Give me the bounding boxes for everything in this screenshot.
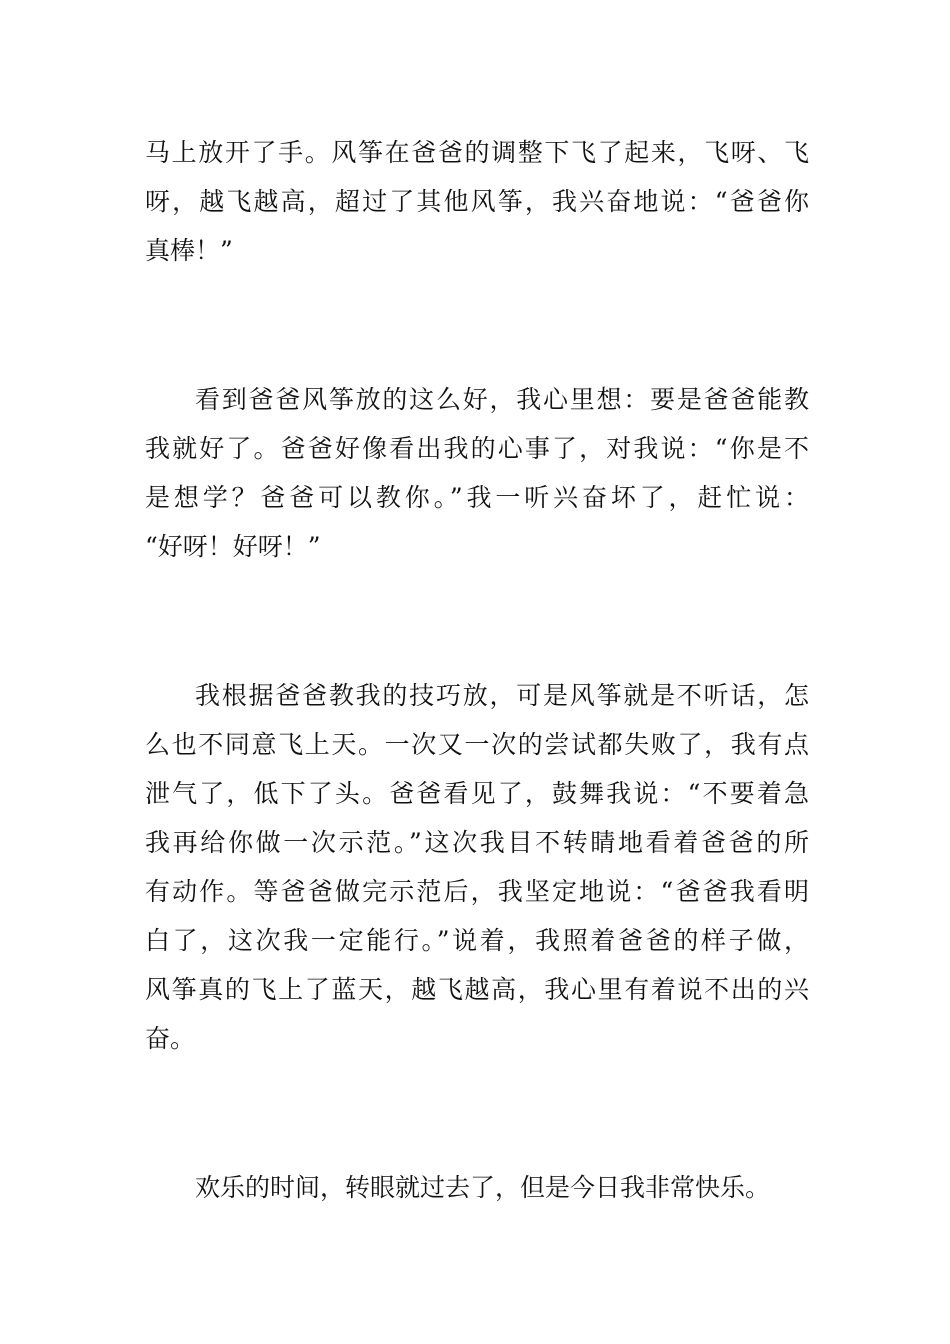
paragraph-line: 奋。 xyxy=(145,1024,196,1053)
paragraph-line: 泄气了，低下了头。爸爸看见了，鼓舞我说：“不要着急 xyxy=(145,779,809,808)
paragraph-line: 是想学？爸爸可以教你。”我一听兴奋坏了，赶忙说： xyxy=(145,483,809,512)
paragraph-line: 我就好了。爸爸好像看出我的心事了，对我说：“你是不 xyxy=(145,434,809,463)
paragraph-line: 我根据爸爸教我的技巧放，可是风筝就是不听话，怎 xyxy=(195,681,809,710)
paragraph-line: 马上放开了手。风筝在爸爸的调整下飞了起来，飞呀、飞 xyxy=(145,138,809,167)
paragraph-line: 么也不同意飞上天。一次又一次的尝试都失败了，我有点 xyxy=(145,730,809,759)
paragraph-4 xyxy=(145,1163,809,1212)
paragraph-line: 欢乐的时间，转眼就过去了，但是今日我非常快乐。 xyxy=(195,1173,771,1202)
paragraph-line: “好呀！好呀！” xyxy=(145,532,321,561)
paragraph-line: 我再给你做一次示范。”这次我目不转睛地看着爸爸的所 xyxy=(145,828,809,857)
paragraph-line: 真棒！” xyxy=(145,236,233,265)
paragraph-line: 风筝真的飞上了蓝天，越飞越高，我心里有着说不出的兴 xyxy=(145,975,809,1004)
paragraph-2 xyxy=(145,375,809,571)
paragraph-line: 有动作。等爸爸做完示范后，我坚定地说：“爸爸我看明 xyxy=(145,877,809,906)
paragraph-1 xyxy=(145,128,809,275)
paragraph-line: 看到爸爸风筝放的这么好，我心里想：要是爸爸能教 xyxy=(195,385,809,414)
paragraph-3 xyxy=(145,671,809,1063)
paragraph-line: 呀，越飞越高，超过了其他风筝，我兴奋地说：“爸爸你 xyxy=(145,187,809,216)
paragraph-line: 白了，这次我一定能行。”说着，我照着爸爸的样子做， xyxy=(145,926,809,955)
